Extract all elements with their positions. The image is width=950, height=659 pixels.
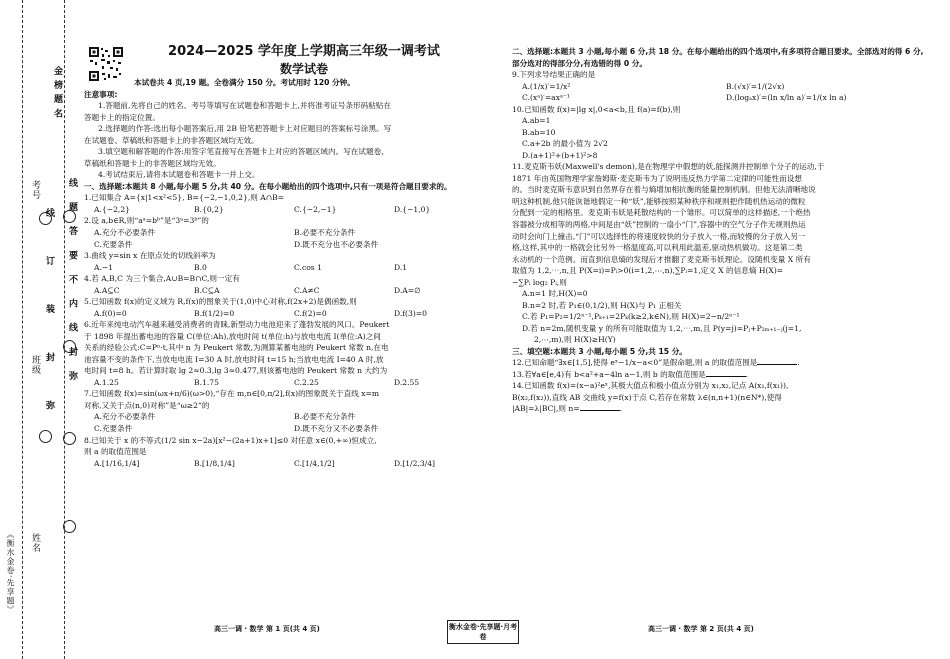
option-d: D.既不充分又不必要条件	[294, 424, 379, 434]
question-7-line: 7.已知函数 f(x)=sin(ωx+π/6)(ω>0),“存在 m,n∈[0,π/2],f(x)的图象既关于直线 x=m	[84, 389, 380, 399]
option-a: A.充分不必要条件	[94, 412, 156, 422]
question-3: 3.曲线 y=sin x 在原点处的切线斜率为	[84, 251, 216, 261]
page-1	[84, 44, 494, 469]
binding-hole	[63, 432, 76, 445]
binding-hole	[39, 212, 52, 225]
question-13-text: 13.若∀a∈[e,4)有 b<a²+a−4ln a−1,则 b 的取值范围是	[512, 369, 706, 379]
binding-hole	[39, 430, 52, 443]
question-6-line: 池容量不变的条件下,当放电电流 I=30 A 时,放电时间 t=15 h;当放电电流 I=40 A 时,放	[84, 354, 384, 364]
option-b: B.0	[194, 262, 207, 272]
question-12: 12.已知命题“∃x∈[1,5],使得 eˣ−1/x−a<0”是假命题,则 a 的取值范围是 .	[512, 358, 800, 368]
option-c: C.充要条件	[94, 424, 133, 434]
exam-number-label: 考号	[30, 180, 40, 200]
option-a: A.(1/x)′=1/x²	[522, 81, 571, 91]
option-a: A.ab=1	[522, 116, 551, 126]
question-11-line: 格,这样,其中的一格就会比另外一格温度高,可以利用此温差,驱动热机做功。这是第二类	[512, 243, 803, 253]
brand-label: 《衡水金卷·先享题》	[6, 530, 15, 615]
question-7-options-row2	[84, 423, 494, 435]
notice-line: 答题卡上的指定位置。	[84, 112, 160, 122]
answer-blank	[706, 376, 746, 377]
option-b: B.C⊆A	[194, 285, 220, 295]
question-8-line: 8.已知关于 x 的不等式(1/2 sin x−2a)[x²−(2a+1)x+1]≤0 对任意 x∈(0,+∞)恒成立,	[84, 435, 377, 445]
question-11-line: 永动机的一个范例。而直到信息熵的发现后才推翻了麦克斯韦妖理论。设随机变量 X 所有	[512, 254, 811, 264]
option-d: D.若 n=2m,随机变量 y 的所有可能取值为 1,2,⋯,m,且 P(y=j)=Pⱼ+P₂ₘ₊₁₋ⱼ(j=1,	[522, 323, 802, 333]
option-a: A.f(0)=0	[94, 308, 127, 318]
question-9-options-row1	[512, 81, 930, 93]
option-a: A.[1/16,1/4]	[94, 458, 140, 468]
exam-intro: 本试卷共 4 页,19 题。全卷满分 150 分。考试用时 120 分钟。	[134, 78, 355, 88]
question-6-line: 于 1898 年提出蓄电池的容量 C(单位:Ah),放电时间 t(单位:h)与放电电流 I(单位:A)之间	[84, 331, 381, 341]
option-c: C.(xᵃ)′=axᵃ⁻¹	[522, 93, 570, 103]
class-label: 班级	[30, 355, 40, 375]
question-9-options-row2	[512, 92, 930, 104]
option-b: B.(√x)′=1/(2√x)	[726, 81, 785, 91]
option-b: B.必要不充分条件	[294, 227, 356, 237]
notice-line: 1.答题前,先将自己的姓名、考号等填写在试题卷和答题卡上,并将准考证号条形码粘贴在	[98, 101, 392, 111]
exam-title: 2024—2025 学年度上学期高三年级一调考试	[168, 44, 440, 59]
option-d: D.既不充分也不必要条件	[294, 239, 379, 249]
option-c: C.充要条件	[94, 239, 133, 249]
option-b: B.[1/8,1/4]	[194, 458, 235, 468]
question-11-line: 明这种机制,他只能诙谐地假定一种“妖”,能够按照某种秩序和规则把作随机热运动的微粒	[512, 196, 806, 206]
option-c: C.A≠C	[294, 285, 320, 295]
option-d: D.2.55	[394, 377, 420, 387]
footer-brand: 衡水金卷·先享题·月考卷	[447, 620, 519, 644]
notice-heading: 注意事项:	[84, 89, 118, 99]
notice-line: 2.选择题的作答:选出每小题答案后,用 2B 铅笔把答题卡上对应题目的答案标号涂黑。写	[98, 124, 392, 134]
question-2: 2.设 a,b∈R,则“aᵃ=bᵇ”是“3ᵃ=3ᵇ”的	[84, 216, 209, 226]
question-11-line: 容器被分成相等的两格,中间是由“妖”控制的一扇小“门”,容器中的空气分子作无规则热运	[512, 219, 806, 229]
question-5-options	[84, 308, 494, 320]
option-a: A.n=1 时,H(X)=0	[522, 289, 588, 299]
question-6-line: 电时间 t=8 h。若计算时取 lg 2≈0.3,lg 3≈0.477,则该蓄电池的 Peukert 常数 n 大约为	[84, 366, 388, 376]
section-3-heading: 三、填空题:本题共 3 小题,每小题 5 分,共 15 分。	[512, 346, 687, 356]
binding-sidebar	[0, 0, 78, 659]
question-4: 4.若 A,B,C 为三个集合,A∪B=B∩C,则一定有	[84, 274, 240, 284]
option-d: D.{−1,0}	[394, 204, 431, 214]
option-a: A.充分不必要条件	[94, 227, 156, 237]
option-b: B.ab=10	[522, 127, 556, 137]
question-5: 5.已知函数 f(x)的定义域为 R,f(x)的图象关于(1,0)中心对称,f(2x+2)是偶函数,则	[84, 297, 357, 307]
question-7-options-row1	[84, 411, 494, 423]
option-c: C.若 P₁=P₂=1/2ⁿ⁻¹,Pₖ₊₁=2Pₖ(k≥2,k∈N),则 H(X)=2−n/2ⁿ⁻¹	[522, 312, 740, 322]
answer-blank	[580, 410, 620, 411]
option-b: B.必要不充分条件	[294, 412, 356, 422]
option-d: D.A=∅	[394, 285, 421, 295]
section-2-heading: 二、选择题:本题共 3 小题,每小题 6 分,共 18 分。在每小题给出的四个选项中,有多项符合题目要求。全部选对的得 6 分,部分选对的得部分分,有选错的得 0 分。	[512, 47, 924, 68]
notice-line: 4.考试结束后,请将本试题卷和答题卡一并上交。	[98, 170, 260, 180]
option-d-cont: 2,⋯,m),则 H(X)≥H(Y)	[534, 335, 616, 345]
option-c: C.cos 1	[294, 262, 322, 272]
option-c: C.f(2)=0	[294, 308, 327, 318]
option-a: A.A⊆C	[94, 285, 120, 295]
question-14-line: 14.已知函数 f(x)=(x−a)²eˣ,其极大值点和极小值点分别为 x₁,x₂,记点 A(x₁,f(x₁)),	[512, 381, 789, 391]
option-c: C.a+2b 的最小值为 2√2	[522, 139, 608, 149]
question-9: 9.下列求导结果正确的是	[512, 70, 596, 80]
section-1-heading: 一、选择题:本题共 8 小题,每小题 5 分,共 40 分。在每小题给出的四个选项中,只有一项是符合题目要求的。	[84, 181, 452, 191]
option-c: C.2.25	[294, 377, 319, 387]
page-2	[512, 46, 930, 415]
question-10: 10.已知函数 f(x)=|lg x|,0<a<b,且 f(a)=f(b),则	[512, 104, 681, 114]
binding-hole	[63, 520, 76, 533]
option-b: B.1.75	[194, 377, 219, 387]
option-c: C.[1/4,1/2]	[294, 458, 335, 468]
answer-blank	[757, 364, 797, 365]
question-6-line: 6.近年来纯电动汽车越来越受消费者的青睐,新型动力电池迎来了蓬勃发展的风口。Peukert	[84, 320, 390, 330]
question-1-options	[84, 204, 494, 216]
question-11-line: 11.麦克斯韦妖(Maxwell's demon),是在物理学中假想的妖,能探测并控制单个分子的运动,于	[512, 162, 825, 172]
option-b: B.n=2 时,若 P₁∈(0,1/2),则 H(X)与 P₁ 正相关	[522, 300, 682, 310]
option-d: D.f(3)=0	[394, 308, 427, 318]
question-12-text: 12.已知命题“∃x∈[1,5],使得 eˣ−1/x−a<0”是假命题,则 a 的取值范围是	[512, 358, 758, 368]
option-c: C.{−2,−1}	[294, 204, 337, 214]
cut-line-outer	[22, 0, 23, 659]
option-d: D.(logₐx)′=(ln x/ln a)′=1/(x ln a)	[726, 93, 847, 103]
question-11-line: 1871 年由英国物理学家詹姆斯·麦克斯韦为了说明违反热力学第二定律的可能性而设想	[512, 173, 802, 183]
notice-line: 在试题卷、草稿纸和答题卡上的非答题区域均无效。	[84, 135, 259, 145]
name-label: 姓名	[30, 533, 40, 553]
cut-line-inner	[64, 0, 65, 659]
seal-line-text-2: 线 订 装 封 弥	[44, 208, 54, 428]
question-8-options	[84, 458, 494, 470]
option-d: D.(a+1)²+(b+1)²>8	[522, 150, 598, 160]
option-d: D.[1/2,3/4]	[394, 458, 436, 468]
notice-line: 草稿纸和答题卡上的非答题区域均无效。	[84, 158, 221, 168]
question-11-line: 分配到一定的相格里。麦克斯韦妖是耗散结构的一个雏形。可以简单的这样描述,一个绝热	[512, 208, 811, 218]
question-2-options-row2	[84, 239, 494, 251]
question-13: 13.若∀a∈[e,4)有 b<a²+a−4ln a−1,则 b 的取值范围是 .	[512, 369, 749, 379]
option-b: B.f(1/2)=0	[194, 308, 235, 318]
option-d: D.1	[394, 262, 408, 272]
option-a: A.{−2,2}	[94, 204, 130, 214]
question-6-options	[84, 377, 494, 389]
binding-hole	[63, 340, 76, 353]
option-a: A.−1	[94, 262, 114, 272]
question-11-line: 动时会向门上撞击,“门”可以选择性的将速度较快的分子放入一格,而较慢的分子放入另一	[512, 231, 806, 241]
motto-label: 金 榜 题 名	[52, 66, 62, 119]
question-11-line: 的。当时麦克斯韦意识到自然界存在着与熵增加相抗衡的能量控制机制。但他无法清晰地说	[512, 185, 816, 195]
question-11-line: 取值为 1,2,⋯,n,且 P(X=i)=Pᵢ>0(i=1,2,⋯,n),∑Pᵢ=1,定义 X 的信息熵 H(X)=	[512, 266, 784, 276]
question-14-line: B(x₂,f(x₂)),直线 AB 交曲线 y=f(x)于点 C,若存在常数 λ∈(n,n+1)(n∈N*),使得	[512, 392, 782, 402]
question-14-line: |AB|=λ|BC|,则 n= .	[512, 404, 623, 414]
question-14-text: |AB|=λ|BC|,则 n=	[512, 404, 580, 414]
footer-page-2: 高三一调 · 数学 第 2 页(共 4 页)	[648, 625, 754, 633]
question-7-line: 对称,又关于点(n,0)对称”是“ω≥2”的	[84, 400, 210, 410]
footer-page-1: 高三一调 · 数学 第 1 页(共 4 页)	[214, 625, 320, 633]
question-4-options	[84, 285, 494, 297]
option-b: B.{0,2}	[194, 204, 224, 214]
notice-line: 3.填空题和解答题的作答:用签字笔直接写在答题卡上对应的答题区域内。写在试题卷、	[98, 147, 389, 157]
question-1: 1.已知集合 A={x|1<x²<5}, B={−2,−1,0,2},则 A∩B=	[84, 193, 285, 203]
question-11-line: −∑Pᵢ log₂ Pᵢ,则	[512, 277, 567, 287]
binding-hole	[63, 210, 76, 223]
exam-subject: 数学试卷	[279, 61, 328, 76]
question-3-options	[84, 262, 494, 274]
question-2-options-row1	[84, 227, 494, 239]
question-8-line: 则 a 的取值范围是	[84, 447, 147, 457]
option-a: A.1.25	[94, 377, 119, 387]
seal-line-text: 线 题 答 要 不 内 线 封 弥	[67, 178, 77, 387]
question-6-line: 关系的经验公式:C=Pⁿ·t,其中 n 为 Peukert 常数,为测算某蓄电池的 Peukert 常数 n,在电	[84, 343, 389, 353]
